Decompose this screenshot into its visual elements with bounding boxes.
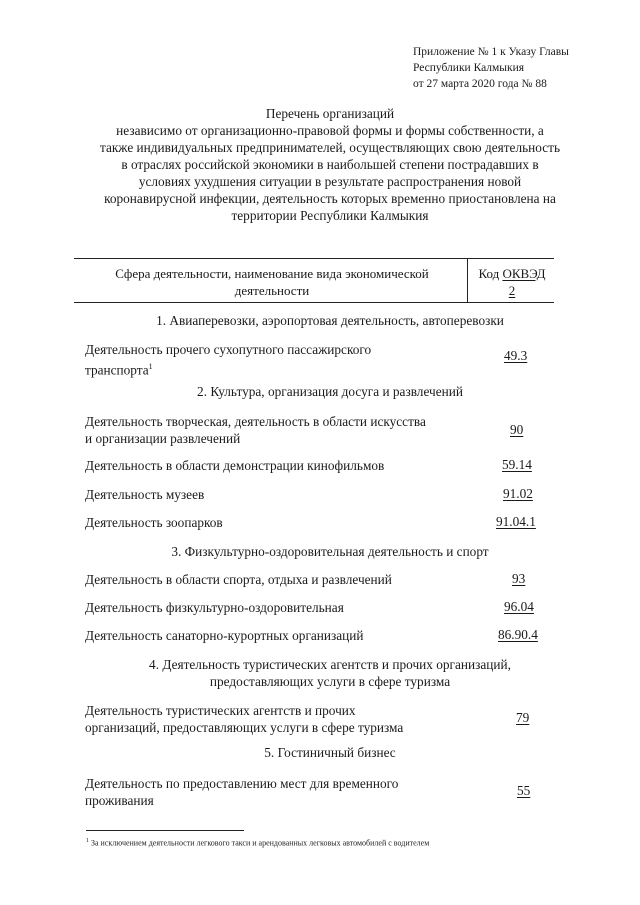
okved-code[interactable]: 93 [512, 571, 526, 586]
document-title [60, 105, 600, 224]
okved-code[interactable]: 86.90.4 [498, 627, 538, 642]
table-header-bottom-rule [74, 302, 554, 303]
section-title-line: предоставляющих услуги в сфере туризма [209, 674, 451, 689]
activity-text: Деятельность физкультурно-оздоровительная [85, 600, 344, 615]
activity-text: Деятельность зоопарков [85, 515, 223, 530]
list-item [85, 457, 384, 474]
okved-link[interactable]: ОКВЭД [502, 266, 546, 281]
activity-text: Деятельность туристических агентств и прочих [85, 703, 356, 718]
section-title [60, 543, 600, 560]
activity-text: организаций, предоставляющих услуги в сфере туризма [85, 720, 404, 735]
appendix-reference [413, 44, 569, 92]
footnote-text: За исключением деятельности легкового такси и арендованных легковых автомобилей с водителем [91, 838, 430, 848]
appendix-line-2: Республики Калмыкия [413, 62, 525, 74]
footnote-marker[interactable]: 1 [148, 362, 153, 371]
okved-code[interactable]: 90 [510, 422, 524, 437]
table-header-top-rule [74, 258, 554, 259]
okved-code[interactable]: 91.04.1 [496, 514, 536, 529]
title-line: коронавирусной инфекции, деятельность которых временно приостановлена на [104, 191, 556, 206]
section-title [60, 744, 600, 761]
activity-text: транспорта [85, 362, 149, 378]
activity-text: Деятельность в области спорта, отдыха и развлечений [85, 572, 392, 587]
activity-text: Деятельность в области демонстрации кинофильмов [85, 458, 385, 473]
list-item [85, 486, 204, 503]
title-line: территории Республики Калмыкия [231, 208, 429, 223]
list-item [85, 599, 344, 616]
title-line: независимо от организационно-правовой формы и формы собственности, а [116, 123, 544, 138]
appendix-line-3: от 27 марта 2020 года № 88 [413, 78, 547, 90]
title-line: также индивидуальных предпринимателей, осуществляющих свою деятельность [99, 140, 561, 155]
title-line: условиях ухудшения ситуации в результате распространения новой [138, 174, 522, 189]
okved-code[interactable]: 55 [517, 783, 531, 798]
okved-version-link[interactable]: 2 [508, 283, 516, 298]
section-title-line: 5. Гостиничный бизнес [264, 745, 396, 760]
section-title [60, 656, 600, 690]
section-title-line: 4. Деятельность туристических агентств и прочих организаций, [149, 657, 511, 672]
table-header-code [470, 265, 554, 299]
table-header-column-divider [467, 258, 468, 302]
list-item [85, 514, 223, 531]
activity-text: Деятельность санаторно-курортных организаций [85, 628, 364, 643]
appendix-line-1: Приложение № 1 к Указу Главы [413, 46, 569, 58]
section-title-line: 3. Физкультурно-оздоровительная деятельность и спорт [171, 544, 489, 559]
list-item [85, 702, 403, 736]
activity-header-line-2: деятельности [234, 283, 310, 298]
section-title-line: 1. Авиаперевозки, аэропортовая деятельность, автоперевозки [156, 313, 504, 328]
activity-text: Деятельность творческая, деятельность в области искусства [85, 414, 426, 429]
list-item [85, 413, 426, 447]
footnote-separator [86, 830, 244, 831]
okved-code[interactable]: 91.02 [503, 486, 533, 501]
code-header-prefix: Код [478, 266, 503, 281]
table-header-activity [80, 265, 464, 299]
okved-code[interactable]: 49.3 [504, 348, 528, 363]
activity-text: Деятельность музеев [85, 487, 205, 502]
activity-text: и организации развлечений [85, 431, 241, 446]
okved-code[interactable]: 59.14 [502, 457, 532, 472]
footnote-mark: 1 [86, 838, 89, 844]
activity-text: Деятельность прочего сухопутного пассажирского [85, 342, 372, 357]
list-item [85, 341, 371, 378]
activity-text: Деятельность по предоставлению мест для временного [85, 776, 399, 791]
list-item [85, 775, 398, 809]
activity-header-line-1: Сфера деятельности, наименование вида экономической [115, 266, 429, 281]
section-title [60, 312, 600, 329]
title-line: в отраслях российской экономики в наибольшей степени пострадавших в [121, 157, 539, 172]
activity-text: проживания [85, 793, 154, 808]
title-line: Перечень организаций [265, 106, 395, 121]
section-title [60, 383, 600, 400]
okved-code[interactable]: 96.04 [504, 599, 534, 614]
section-title-line: 2. Культура, организация досуга и развлечений [197, 384, 463, 399]
list-item [85, 627, 364, 644]
list-item [85, 571, 392, 588]
okved-code[interactable]: 79 [516, 710, 530, 725]
footnote [86, 836, 429, 849]
